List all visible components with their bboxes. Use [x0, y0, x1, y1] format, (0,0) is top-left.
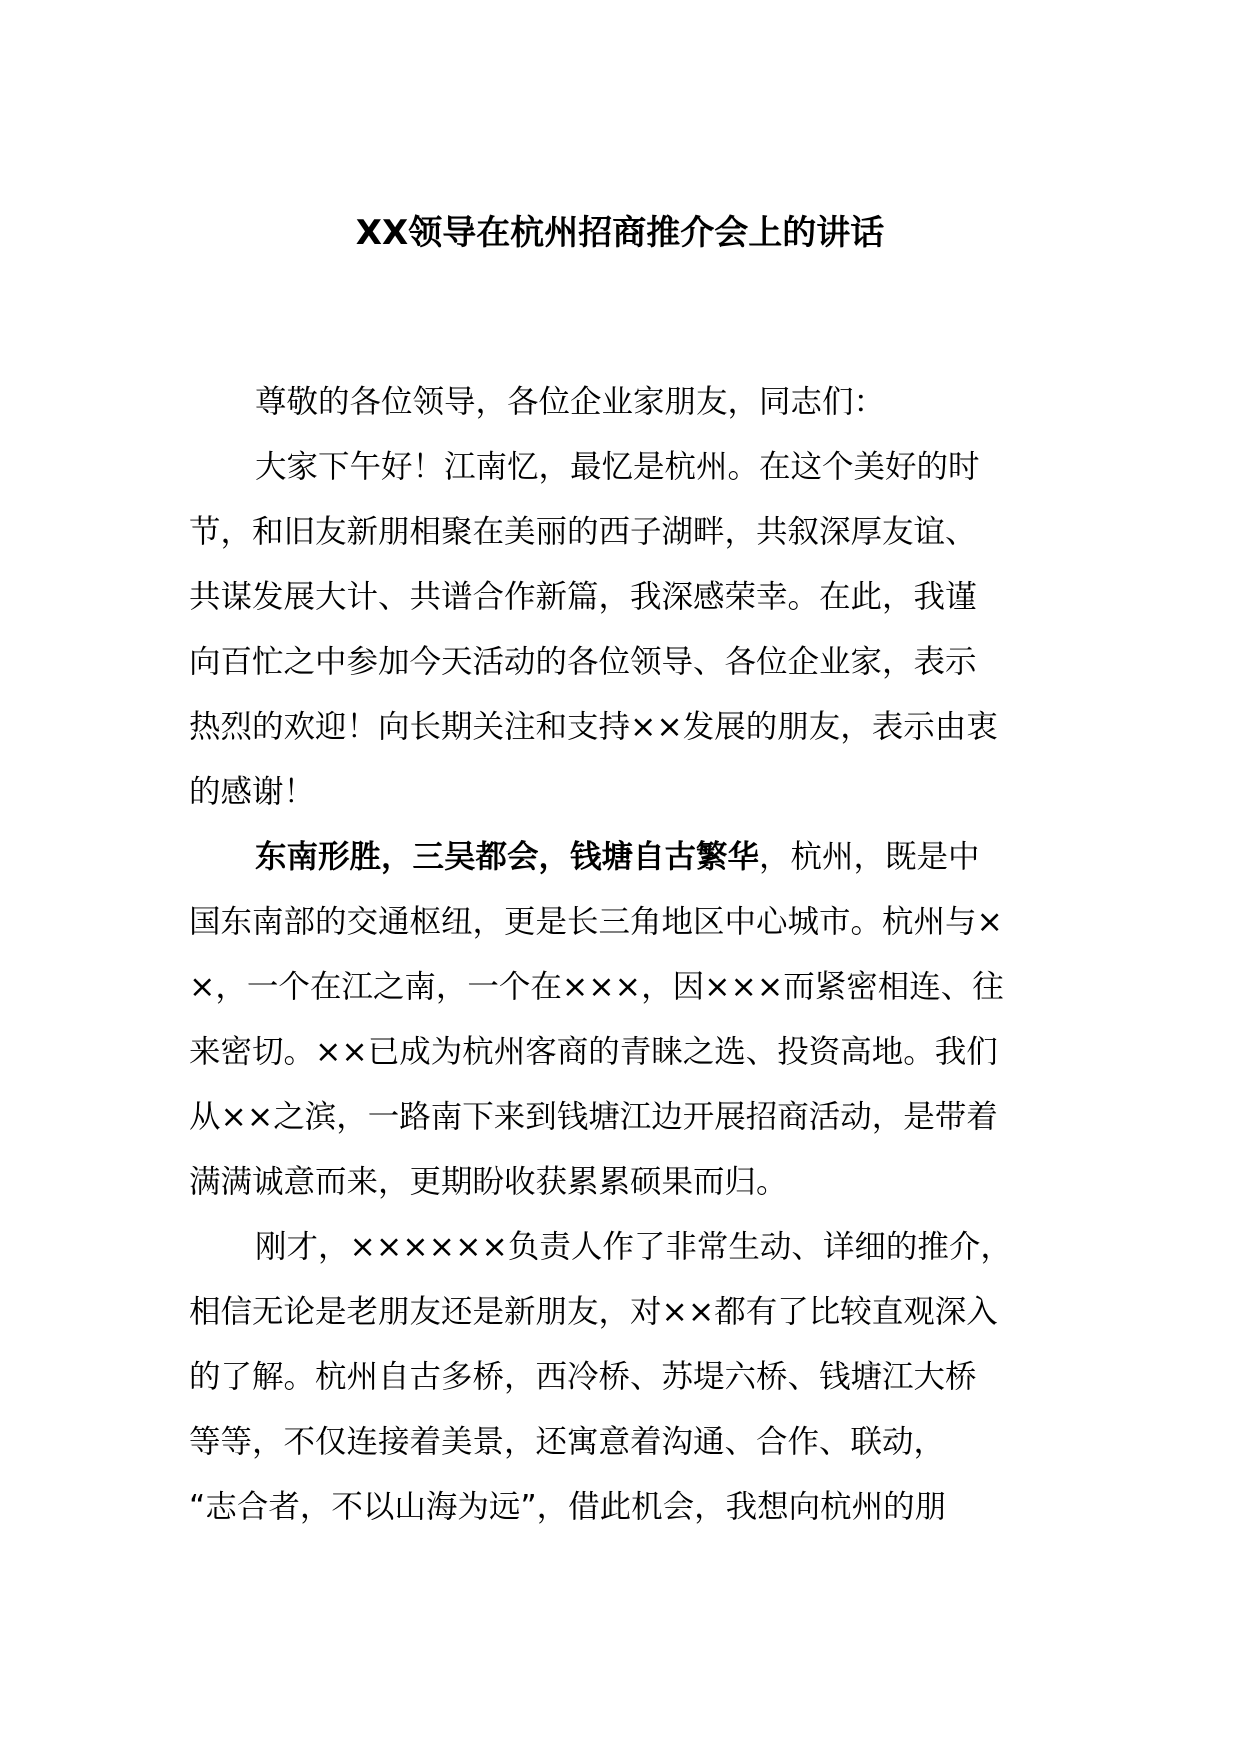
- paragraph-line: 向百忙之中参加今天活动的各位领导、各位企业家，表示: [189, 644, 977, 680]
- emphasized-phrase: 东南形胜，三吴都会，钱塘自古繁华: [255, 839, 760, 875]
- paragraph-line: 国东南部的交通枢纽，更是长三角地区中心城市。杭州与×: [189, 904, 1003, 940]
- document-body: [189, 370, 1054, 1540]
- paragraph-line: [189, 825, 1054, 890]
- paragraph-line: 满满诚意而来，更期盼收获累累硕果而归。: [189, 1164, 788, 1200]
- paragraph-line: 相信无论是老朋友还是新朋友，对××都有了比较直观深入: [189, 1294, 998, 1330]
- paragraph-line: 来密切。××已成为杭州客商的青睐之选、投资高地。我们: [189, 1034, 998, 1070]
- paragraph-line: ×，一个在江之南，一个在×××，因×××而紧密相连、往: [189, 969, 1004, 1005]
- paragraph-line: 从××之滨，一路南下来到钱塘江边开展招商活动，是带着: [189, 1099, 998, 1135]
- paragraph-line: “志合者，不以山海为远”，借此机会，我想向杭州的朋: [189, 1489, 947, 1525]
- paragraph-line: 刚才，××××××负责人作了非常生动、详细的推介，: [255, 1229, 1012, 1265]
- paragraph-text: ，杭州，既是中: [759, 839, 980, 875]
- paragraph-line: 等等，不仅连接着美景，还寓意着沟通、合作、联动，: [189, 1424, 946, 1460]
- paragraph-line: 节，和旧友新朋相聚在美丽的西子湖畔，共叙深厚友谊、: [189, 514, 977, 550]
- salutation-line: 尊敬的各位领导，各位企业家朋友，同志们：: [255, 384, 886, 420]
- paragraph-line: 共谋发展大计、共谱合作新篇，我深感荣幸。在此，我谨: [189, 579, 977, 615]
- document-title: XX领导在杭州招商推介会上的讲话: [355, 213, 885, 253]
- paragraph-line: 的感谢！: [189, 774, 316, 810]
- paragraph-line: 热烈的欢迎！向长期关注和支持××发展的朋友，表示由衷: [189, 709, 998, 745]
- paragraph-line: 大家下午好！江南忆，最忆是杭州。在这个美好的时: [255, 449, 980, 485]
- paragraph-line: 的了解。杭州自古多桥，西冷桥、苏堤六桥、钱塘江大桥: [189, 1359, 977, 1395]
